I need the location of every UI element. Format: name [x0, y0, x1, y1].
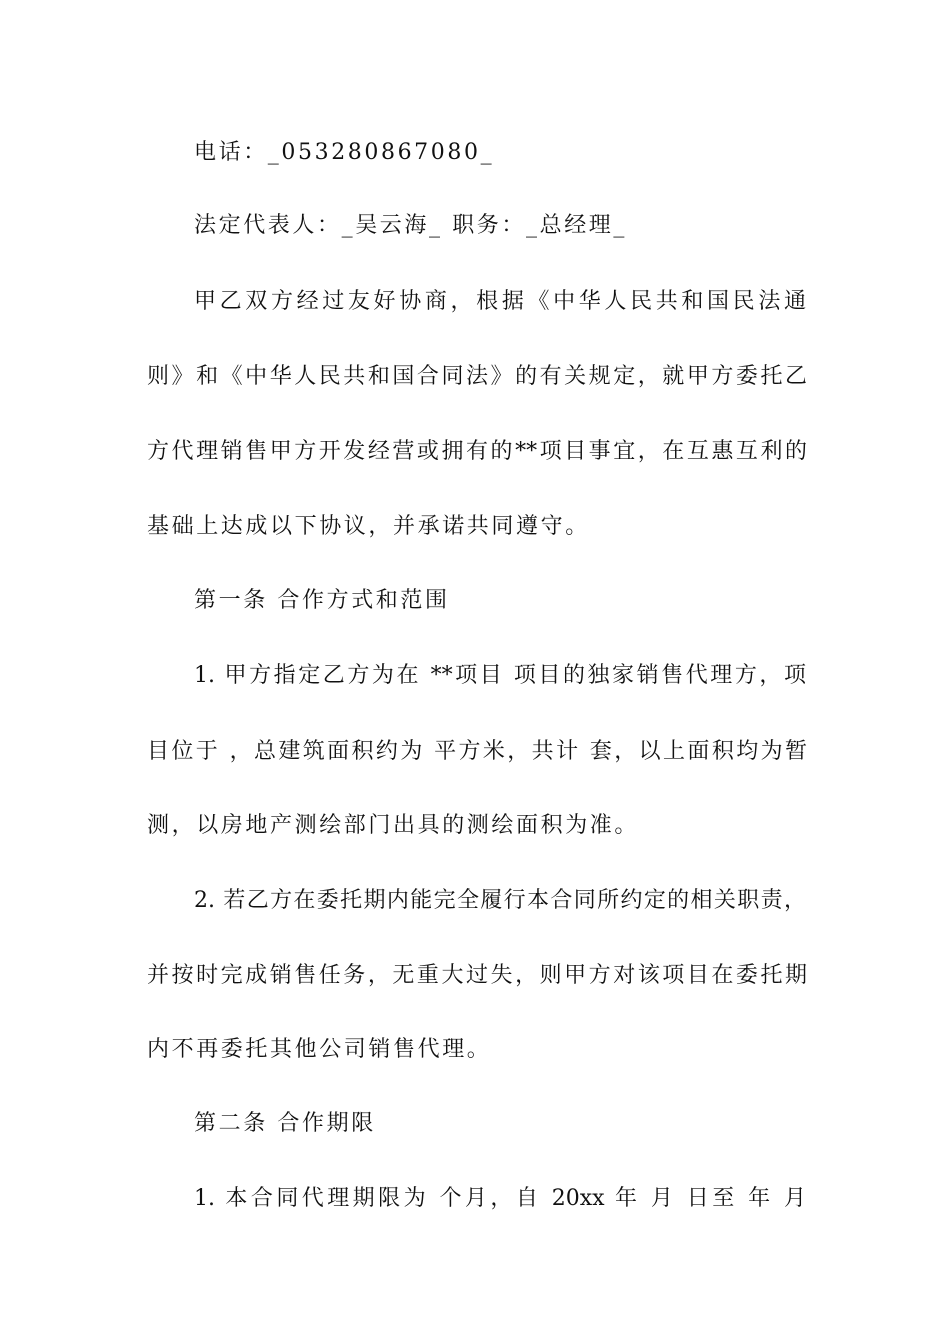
- article-1-heading: 第一条 合作方式和范围: [194, 588, 450, 613]
- article-1-clause-2-line-3: 内不再委托其他公司销售代理。: [147, 1037, 492, 1062]
- phone-line: 电话：_053280867080_: [194, 140, 495, 165]
- article-1-clause-2-line-2: 并按时完成销售任务，无重大过失，则甲方对该项目在委托期: [147, 963, 807, 988]
- article-1-clause-1-line-1: 1. 甲方指定乙方为在 **项目 项目的独家销售代理方，项: [194, 663, 806, 688]
- preamble-line-1: 甲乙双方经过友好协商，根据《中华人民共和国民法通: [194, 289, 806, 314]
- article-2-clause-1-line-1: 1. 本合同代理期限为 个月，自 20xx 年 月 日至 年 月: [194, 1186, 806, 1211]
- article-1-clause-2-line-1: 2. 若乙方在委托期内能完全履行本合同所约定的相关职责，: [194, 888, 806, 913]
- preamble-line-3: 方代理销售甲方开发经营或拥有的**项目事宜，在互惠互利的: [147, 439, 807, 464]
- article-2-heading: 第二条 合作期限: [194, 1111, 376, 1136]
- legal-representative-line: 法定代表人：_吴云海_ 职务：_总经理_: [194, 213, 627, 238]
- preamble-line-4: 基础上达成以下协议，并承诺共同遵守。: [147, 514, 590, 539]
- article-1-clause-1-line-3: 测，以房地产测绘部门出具的测绘面积为准。: [147, 813, 640, 838]
- preamble-line-2: 则》和《中华人民共和国合同法》的有关规定，就甲方委托乙: [147, 364, 807, 389]
- article-1-clause-1-line-2: 目位于 ，总建筑面积约为 平方米，共计 套，以上面积均为暂: [147, 739, 807, 764]
